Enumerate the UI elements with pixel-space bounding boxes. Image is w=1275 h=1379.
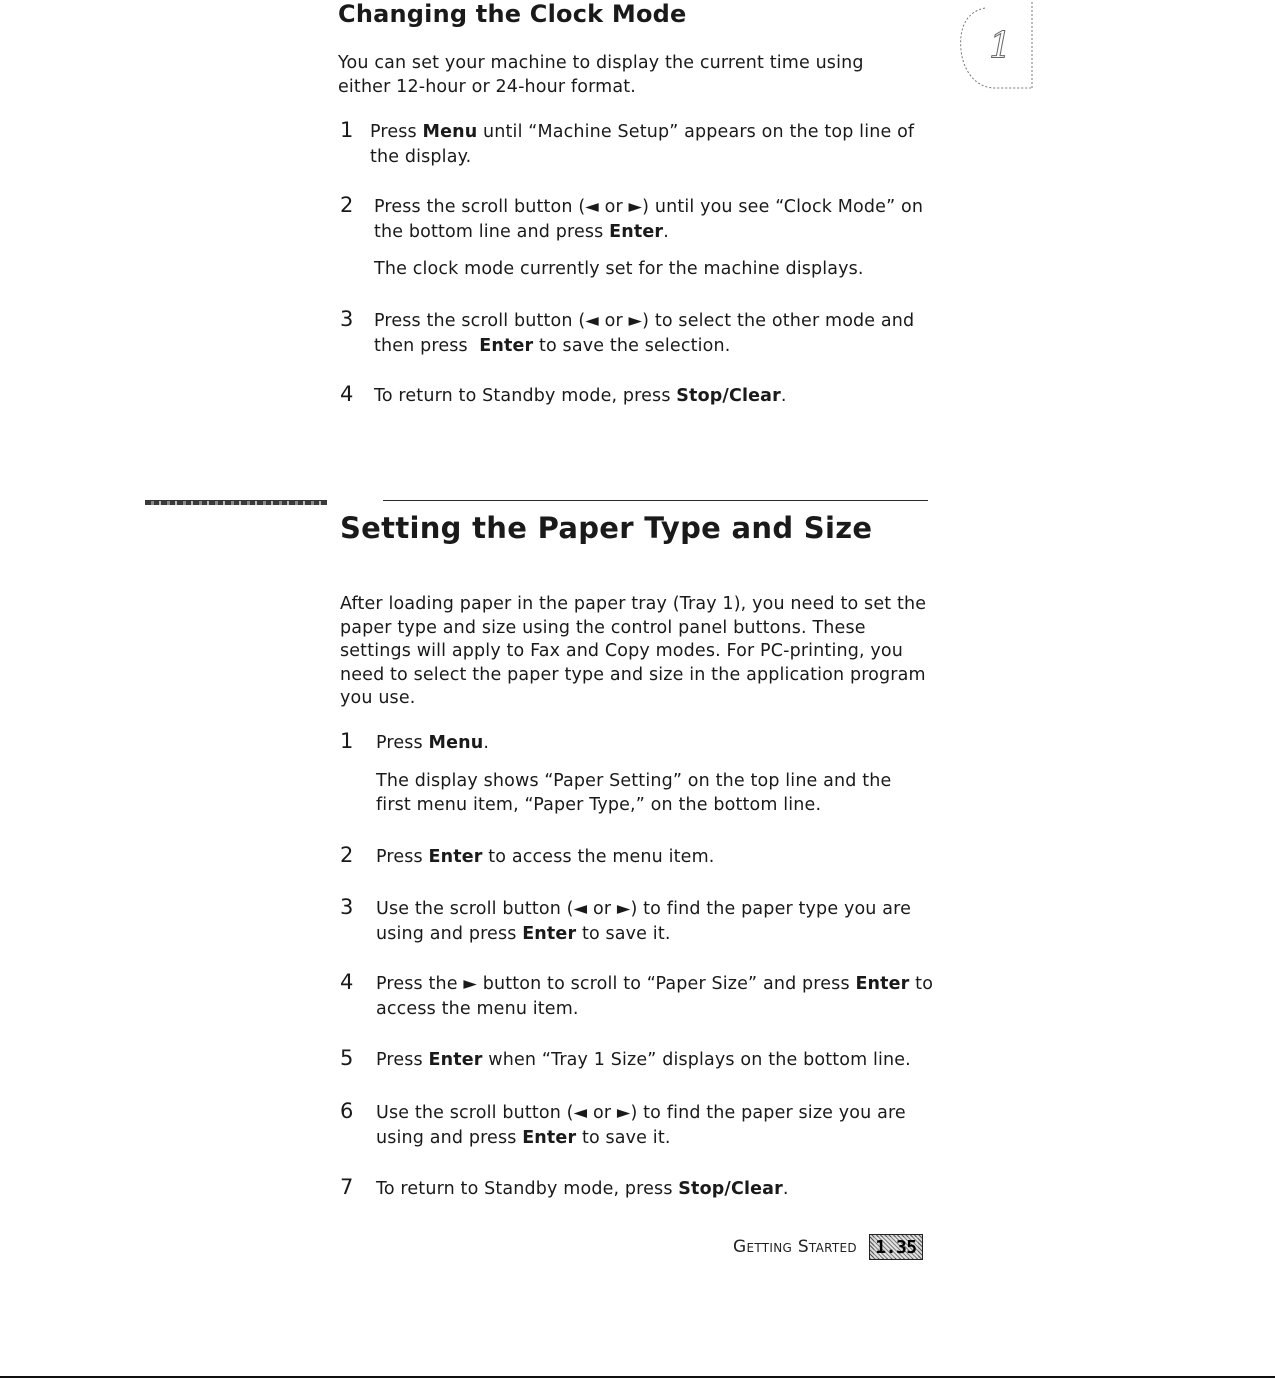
step-number: 3 bbox=[340, 307, 354, 331]
step-number: 4 bbox=[340, 970, 354, 994]
footer-chapter-label: Getting Started bbox=[733, 1237, 857, 1257]
step-number: 5 bbox=[340, 1046, 354, 1070]
page-number: 1.35 bbox=[875, 1236, 917, 1258]
step-number: 1 bbox=[340, 118, 354, 142]
step-note: The clock mode currently set for the machine displays. bbox=[374, 259, 864, 279]
step-number: 4 bbox=[340, 382, 354, 406]
step-text: Press Menu. bbox=[376, 733, 490, 753]
section-title-paper-type-size: Setting the Paper Type and Size bbox=[340, 511, 873, 545]
step-note: The display shows “Paper Setting” on the top line and the first menu item, “Paper Type,” on the bottom line. bbox=[376, 771, 892, 815]
step-text: Use the scroll button (◄ or ►) to find the paper size you are using and press Enter to save it. bbox=[376, 1103, 906, 1148]
step-number: 2 bbox=[340, 843, 354, 867]
step-text: Press Enter when “Tray 1 Size” displays on the bottom line. bbox=[376, 1050, 911, 1070]
step-text: To return to Standby mode, press Stop/Clear. bbox=[374, 386, 787, 406]
step-text: Press Enter to access the menu item. bbox=[376, 847, 715, 867]
step-text: To return to Standby mode, press Stop/Clear. bbox=[376, 1179, 789, 1199]
step-text: Press Menu until “Machine Setup” appears on the top line of the display. bbox=[370, 122, 915, 167]
page-bottom-border bbox=[0, 1376, 1275, 1378]
section-divider-pattern bbox=[145, 501, 327, 505]
intro-paper-settings: After loading paper in the paper tray (Tray 1), you need to set the paper type and size using the control panel buttons. These settings will apply to Fax and Copy modes. For PC-printing, you need to select the paper type and size in the application program you use. bbox=[340, 594, 927, 708]
intro-clock-mode: You can set your machine to display the current time using either 12-hour or 24-hour format. bbox=[338, 53, 864, 97]
step-number: 1 bbox=[340, 729, 354, 753]
step-number: 2 bbox=[340, 193, 354, 217]
section-title-clock-mode: Changing the Clock Mode bbox=[338, 0, 687, 28]
section-divider bbox=[383, 500, 928, 501]
chapter-tab-icon bbox=[955, 0, 1035, 90]
chapter-number: 1 bbox=[989, 26, 1012, 67]
step-text: Press the scroll button (◄ or ►) to select the other mode and then press Enter to save the selection. bbox=[374, 311, 921, 356]
step-number: 6 bbox=[340, 1099, 354, 1123]
step-text: Use the scroll button (◄ or ►) to find the paper type you are using and press Enter to save it. bbox=[376, 899, 912, 944]
step-number: 3 bbox=[340, 895, 354, 919]
page-number-badge bbox=[869, 1234, 923, 1260]
page-footer bbox=[733, 1234, 923, 1260]
step-text: Press the scroll button (◄ or ►) until you see “Clock Mode” on the bottom line and press Enter. bbox=[374, 197, 924, 242]
step-number: 7 bbox=[340, 1175, 354, 1199]
step-text: Press the ► button to scroll to “Paper Size” and press Enter to access the menu item. bbox=[376, 974, 934, 1019]
